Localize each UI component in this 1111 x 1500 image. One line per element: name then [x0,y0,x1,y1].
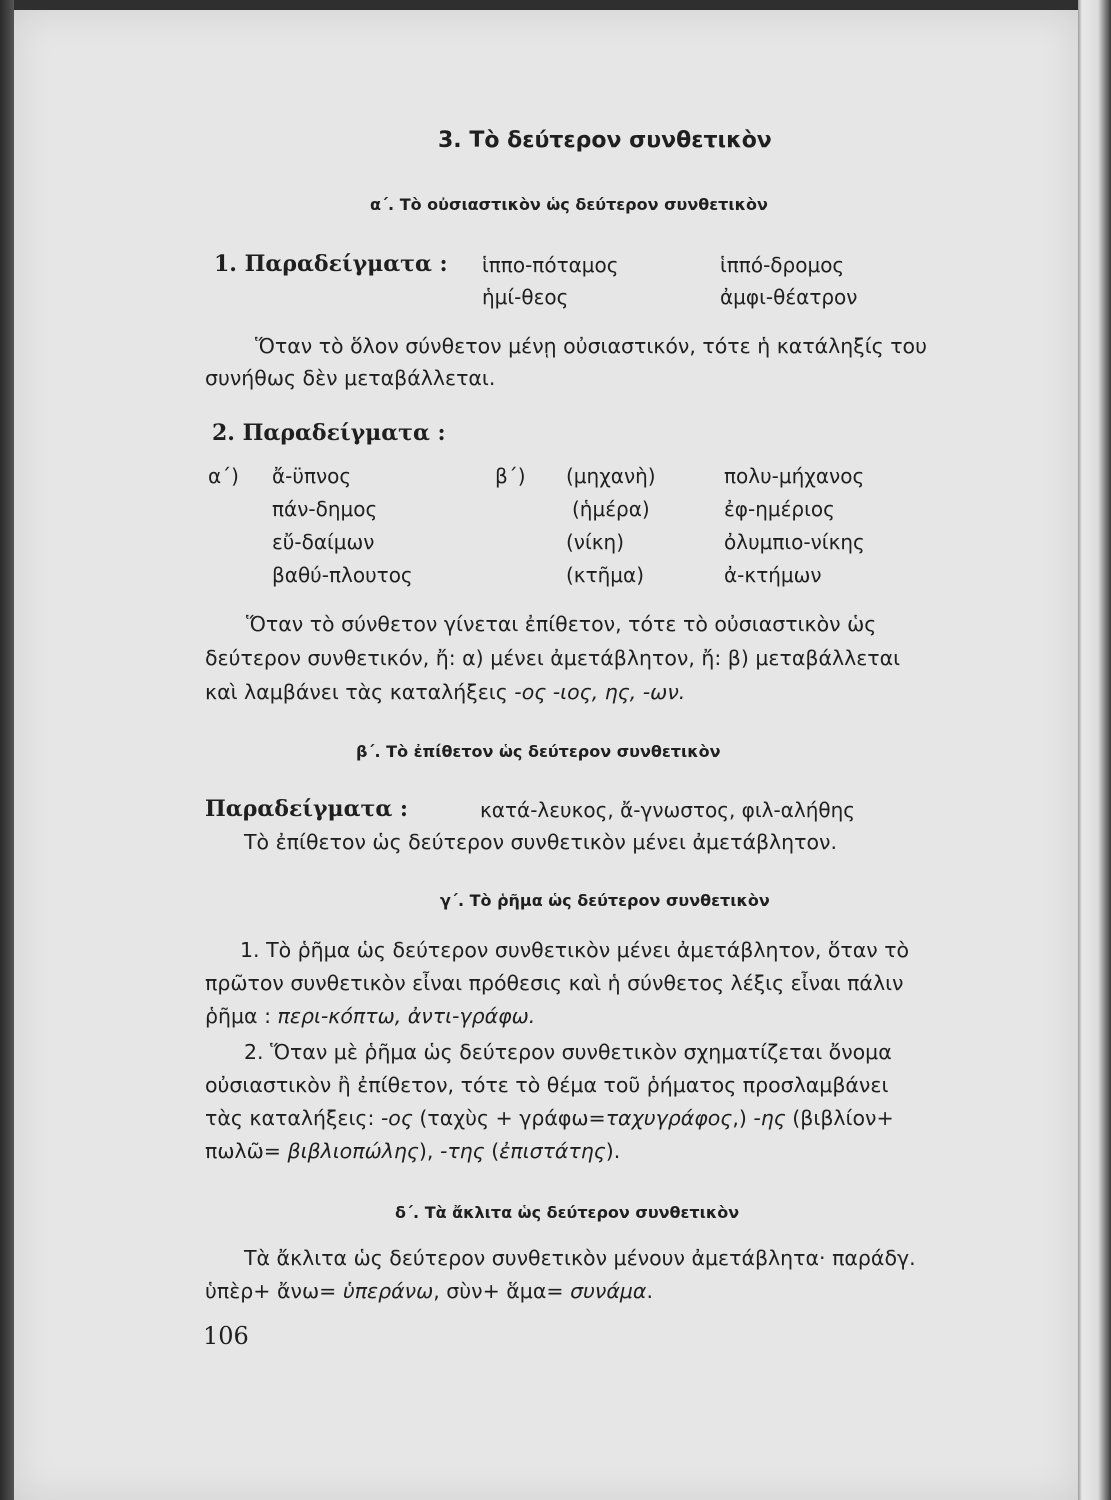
group-a-word: βαθύ-πλουτος [272,563,413,587]
example-word: ἱππο-πόταμος [482,253,619,277]
section-d-heading: δ΄. Τὰ ἄκλιτα ὡς δεύτερον συνθετικὸν [395,1203,740,1222]
p2-line: 2. Ὅταν μὲ ῥῆμα ὡς δεύτερον συνθετικὸν σχηματίζεται ὄνομα [244,1040,892,1064]
rule2-line: δεύτερον συνθετικόν, ἤ: α) μένει ἀμετάβλητον, ἤ: β) μεταβάλλεται [205,646,901,670]
group-b-result: πολυ-μήχανος [724,464,865,488]
group-b-result: ἐφ-ημέριος [724,497,835,521]
group-b-source: (μηχανὴ) [566,464,656,488]
group-a-word: πάν-δημος [272,497,378,521]
example-word: ἀμφι-θέατρον [720,285,858,309]
group-b-result: ἀ-κτήμων [724,563,822,587]
section-b-rule: Τὸ ἐπίθετον ὡς δεύτερον συνθετικὸν μένει ἀμετάβλητον. [244,830,838,854]
group-a-label: α΄) [208,464,239,488]
endings: -ος -ιος, ης, -ων. [514,680,686,704]
book-edge-left [0,0,14,1500]
section-a-heading: α΄. Τὸ οὐσιαστικὸν ὡς δεύτερον συνθετικὸν [370,195,768,214]
group-a-word: ἄ-ϋπνος [272,464,352,488]
section-d-line: Τὰ ἄκλιτα ὡς δεύτερον συνθετικὸν μένουν ἀμετάβλητα· παράδγ. [244,1246,916,1270]
section-b-examples: κατά-λευκος, ἄ-γνωστος, φιλ-αλήθης [480,798,856,822]
rule1-line: συνήθως δὲν μεταβάλλεται. [205,366,496,390]
examples2-label: 2. Παραδείγματα : [212,420,446,446]
group-b-source: (ἡμέρα) [572,497,650,521]
rule2-line: Ὅταν τὸ σύνθετον γίνεται ἐπίθετον, τότε τὸ οὐσιαστικὸν ὡς [246,612,877,636]
book-edge-right [1078,0,1111,1500]
section-d-line: ὑπὲρ+ ἄνω= ὑπεράνω, σὺν+ ἅμα= συνάμα. [205,1279,653,1303]
group-b-result: ὀλυμπιο-νίκης [724,530,865,554]
p1-line: 1. Τὸ ῥῆμα ὡς δεύτερον συνθετικὸν μένει ἀμετάβλητον, ὅταν τὸ [240,938,910,962]
group-a-word: εὔ-δαίμων [272,530,375,554]
p2-line: τὰς καταλήξεις: -ος (ταχὺς + γράφω=ταχυγράφος,) -ης (βιβλίον+ [205,1106,894,1130]
example-word: ἡμί-θεος [482,285,569,309]
section-b-examples-label: Παραδείγματα : [205,796,409,822]
p1-examples: περι-κόπτω, ἀντι-γράφω. [277,1004,536,1028]
section-c-heading: γ΄. Τὸ ῥῆμα ὡς δεύτερον συνθετικὸν [440,891,770,910]
examples1-label: 1. Παραδείγματα : [214,251,448,277]
p1-line: ῥῆμα : περι-κόπτω, ἀντι-γράφω. [205,1004,536,1028]
page-number: 106 [203,1322,249,1350]
group-b-source: (κτῆμα) [566,563,645,587]
rule1-line: Ὅταν τὸ ὅλον σύνθετον μένῃ οὐσιαστικόν, τότε ἡ κατάληξίς του [255,334,927,358]
example-word: ἱππό-δρομος [720,253,845,277]
group-b-source: (νίκη) [566,530,625,554]
section-b-heading: β΄. Τὸ ἐπίθετον ὡς δεύτερον συνθετικὸν [356,742,721,761]
rule2-line: καὶ λαμβάνει τὰς καταλήξεις -ος -ιος, ης, -ων. [205,680,686,704]
main-heading: 3. Τὸ δεύτερον συνθετικὸν [438,128,772,153]
p2-line: πωλῶ= βιβλιοπώλης), -της (ἐπιστάτης). [205,1139,621,1163]
p1-line: πρῶτον συνθετικὸν εἶναι πρόθεσις καὶ ἡ σύνθετος λέξις εἶναι πάλιν [205,971,904,995]
p2-line: οὐσιαστικὸν ἢ ἐπίθετον, τότε τὸ θέμα τοῦ ῥήματος προσλαμβάνει [205,1073,889,1097]
group-b-label: β΄) [495,464,526,488]
